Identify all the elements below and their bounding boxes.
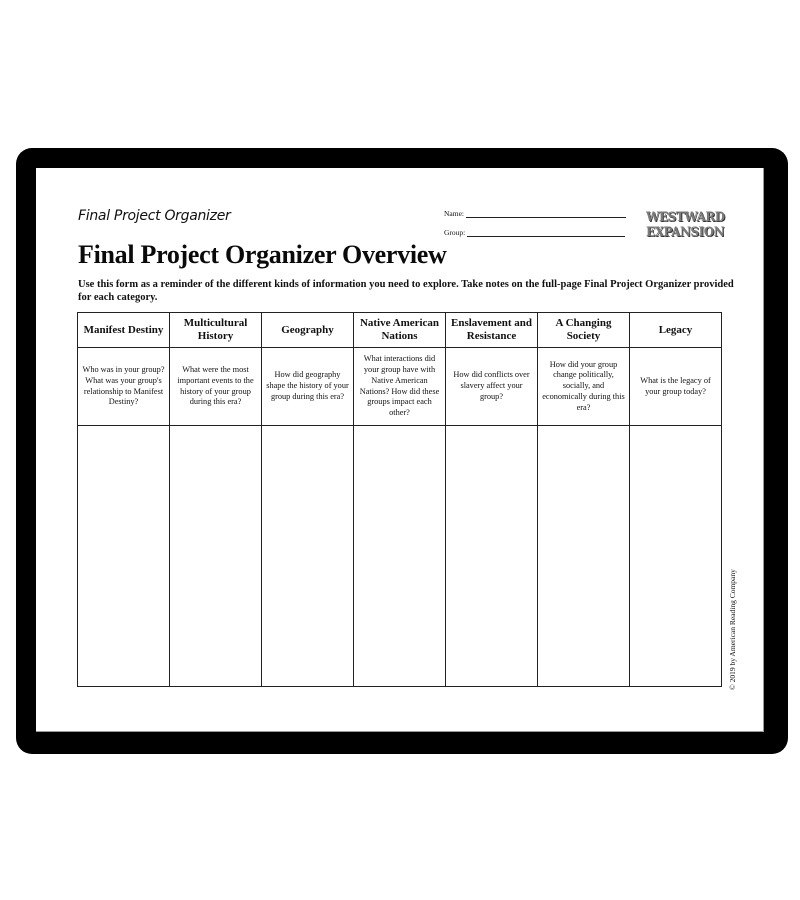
notes-cell-geography[interactable] bbox=[262, 426, 354, 687]
notes-cell-manifest-destiny[interactable] bbox=[78, 426, 170, 687]
question-manifest-destiny: Who was in your group? What was your group's relationship to Manifest Destiny? bbox=[78, 348, 170, 426]
notes-cell-enslavement-resistance[interactable] bbox=[446, 426, 538, 687]
document-subtitle: Final Project Organizer bbox=[78, 208, 231, 224]
question-legacy: What is the legacy of your group today? bbox=[630, 348, 722, 426]
copyright-notice: © 2019 by American Reading Company bbox=[728, 569, 737, 690]
organizer-table bbox=[77, 312, 722, 687]
question-enslavement-resistance: How did conflicts over slavery affect your group? bbox=[446, 348, 538, 426]
question-row bbox=[78, 348, 722, 426]
question-multicultural-history: What were the most important events to the history of your group during this era? bbox=[170, 348, 262, 426]
column-header-multicultural-history: Multicultural History bbox=[170, 313, 262, 348]
intro-text: Use this form as a reminder of the different kinds of information you need to explore. Take notes on the full-page Final Project Organizer provided for each category. bbox=[78, 279, 734, 303]
logo-line-2: EXPANSION bbox=[646, 225, 725, 240]
logo-line-1: WESTWARD bbox=[646, 210, 725, 225]
page-title: Final Project Organizer Overview bbox=[78, 240, 447, 269]
column-header-geography: Geography bbox=[262, 313, 354, 348]
notes-row bbox=[78, 426, 722, 687]
column-header-legacy: Legacy bbox=[630, 313, 722, 348]
group-label: Group: bbox=[444, 228, 466, 237]
question-geography: How did geography shape the history of your group during this era? bbox=[262, 348, 354, 426]
westward-expansion-logo bbox=[646, 210, 725, 240]
notes-cell-multicultural-history[interactable] bbox=[170, 426, 262, 687]
header-row bbox=[78, 313, 722, 348]
name-field[interactable] bbox=[444, 209, 626, 218]
notes-cell-native-american-nations[interactable] bbox=[354, 426, 446, 687]
name-label: Name: bbox=[444, 209, 464, 218]
notes-cell-legacy[interactable] bbox=[630, 426, 722, 687]
column-header-enslavement-resistance: Enslavement and Resistance bbox=[446, 313, 538, 348]
group-input-line[interactable] bbox=[467, 230, 625, 237]
question-changing-society: How did your group change politically, socially, and economically during this era? bbox=[538, 348, 630, 426]
question-native-american-nations: What interactions did your group have with Native American Nations? How did these groups impact each other? bbox=[354, 348, 446, 426]
column-header-changing-society: A Changing Society bbox=[538, 313, 630, 348]
name-input-line[interactable] bbox=[466, 211, 626, 218]
column-header-manifest-destiny: Manifest Destiny bbox=[78, 313, 170, 348]
column-header-native-american-nations: Native American Nations bbox=[354, 313, 446, 348]
notes-cell-changing-society[interactable] bbox=[538, 426, 630, 687]
group-field[interactable] bbox=[444, 228, 625, 237]
